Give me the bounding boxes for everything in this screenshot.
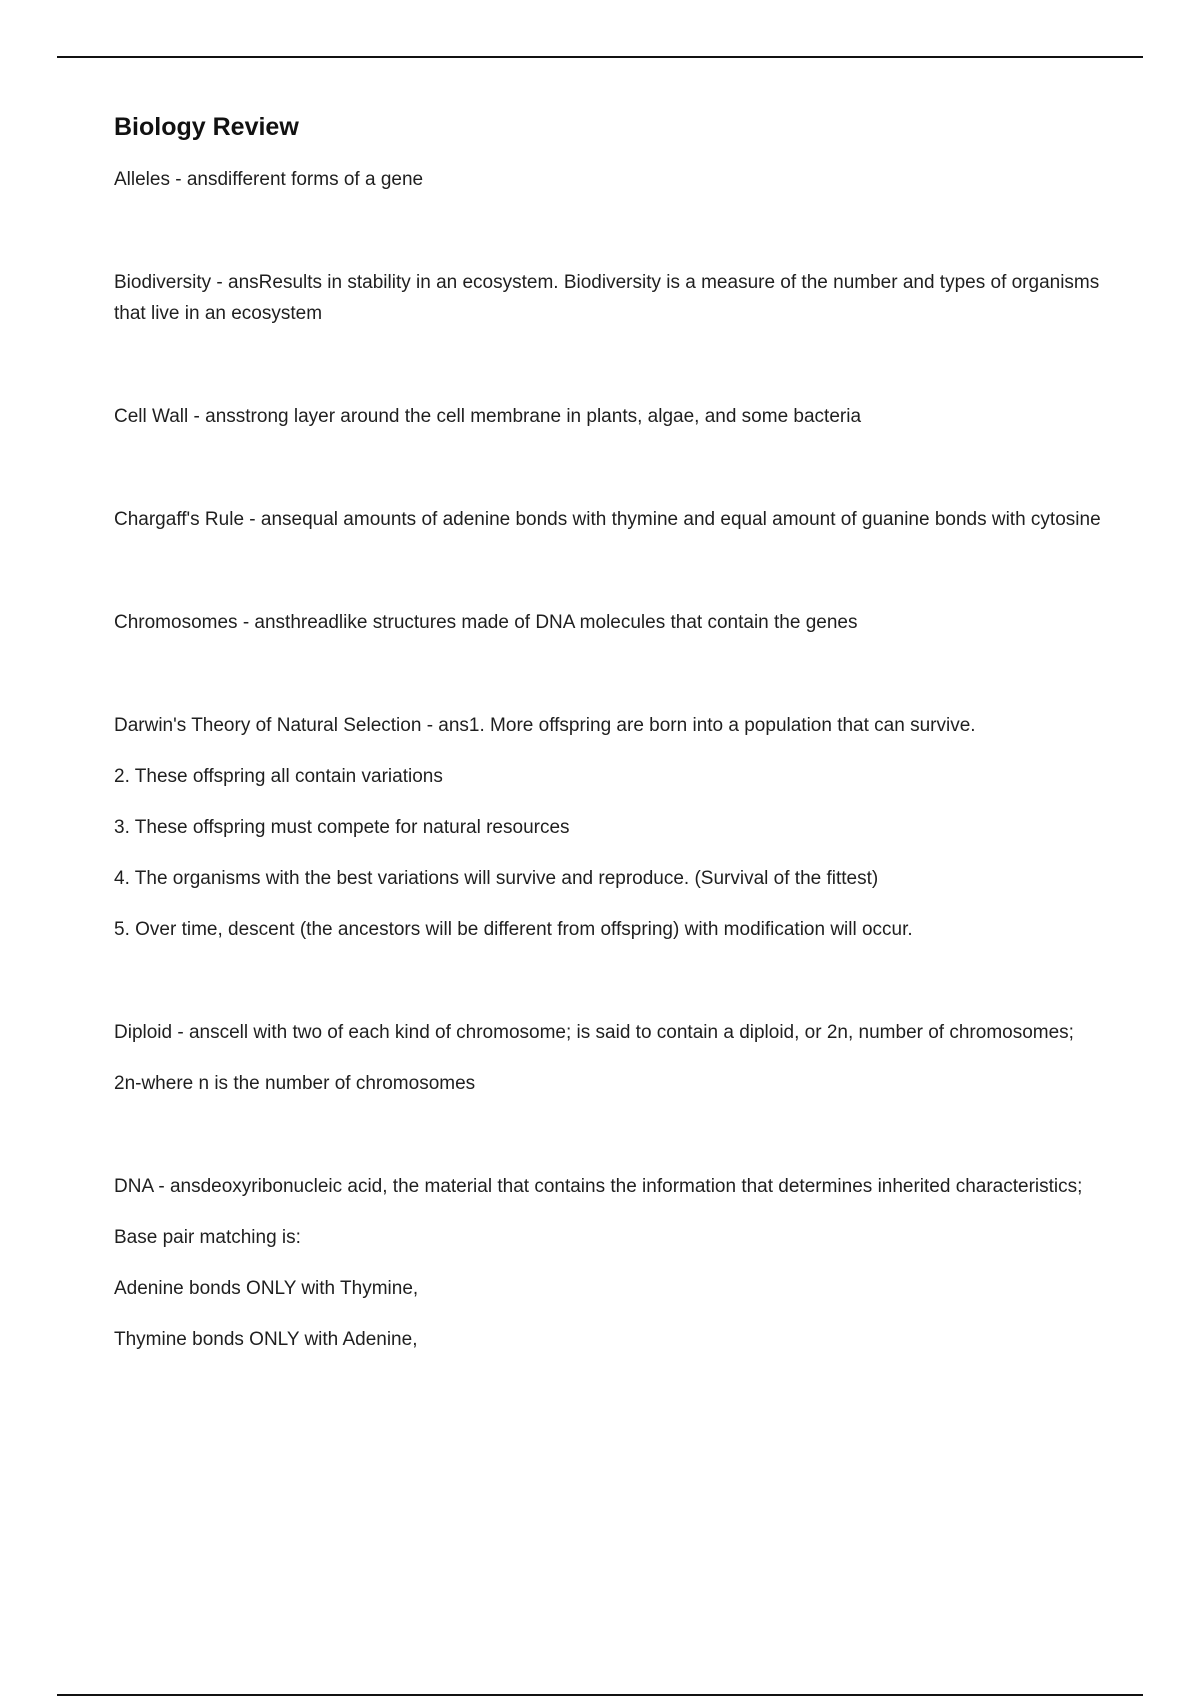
- entry-text: Chromosomes - ansthreadlike structures made of DNA molecules that contain the genes: [114, 612, 858, 633]
- document-title: Biology Review: [114, 113, 299, 141]
- entry-dna: [114, 1171, 1104, 1355]
- entry-text: Diploid - anscell with two of each kind of chromosome; is said to contain a diploid, or 2n, number of chromosomes;: [114, 1022, 1074, 1043]
- entry-cell-wall: [114, 401, 1104, 432]
- entry-text: Biodiversity - ansResults in stability in an ecosystem. Biodiversity is a measure of the number and types of organisms that live in an ecosystem: [114, 272, 1100, 324]
- entry-list-item: 5. Over time, descent (the ancestors will be different from offspring) with modification will occur.: [114, 919, 913, 940]
- entry-alleles: [114, 164, 1104, 195]
- document-body: [114, 112, 1104, 1355]
- entry-list-item: 4. The organisms with the best variations will survive and reproduce. (Survival of the fittest): [114, 868, 879, 889]
- entry-text: Thymine bonds ONLY with Adenine,: [114, 1329, 418, 1350]
- header-rule: [57, 56, 1143, 58]
- entry-text: DNA - ansdeoxyribonucleic acid, the material that contains the information that determines inherited characteristics;: [114, 1176, 1083, 1197]
- entry-chromosomes: [114, 607, 1104, 638]
- entry-text: Darwin's Theory of Natural Selection - ans1. More offspring are born into a population that can survive.: [114, 715, 976, 736]
- entry-diploid: [114, 1017, 1104, 1099]
- entry-text: Alleles - ansdifferent forms of a gene: [114, 169, 424, 190]
- entry-chargaffs-rule: [114, 504, 1104, 535]
- entry-text: Chargaff's Rule - ansequal amounts of adenine bonds with thymine and equal amount of guanine bonds with cytosine: [114, 509, 1101, 530]
- entry-text: Cell Wall - ansstrong layer around the cell membrane in plants, algae, and some bacteria: [114, 406, 862, 427]
- entry-natural-selection: [114, 710, 1104, 945]
- entry-biodiversity: [114, 267, 1104, 329]
- entry-text: Adenine bonds ONLY with Thymine,: [114, 1278, 419, 1299]
- entry-list-item: 3. These offspring must compete for natural resources: [114, 817, 570, 838]
- entry-text: 2n-where n is the number of chromosomes: [114, 1073, 476, 1094]
- footer-rule: [57, 1694, 1143, 1696]
- entry-text: Base pair matching is:: [114, 1227, 301, 1248]
- entry-list-item: 2. These offspring all contain variations: [114, 766, 443, 787]
